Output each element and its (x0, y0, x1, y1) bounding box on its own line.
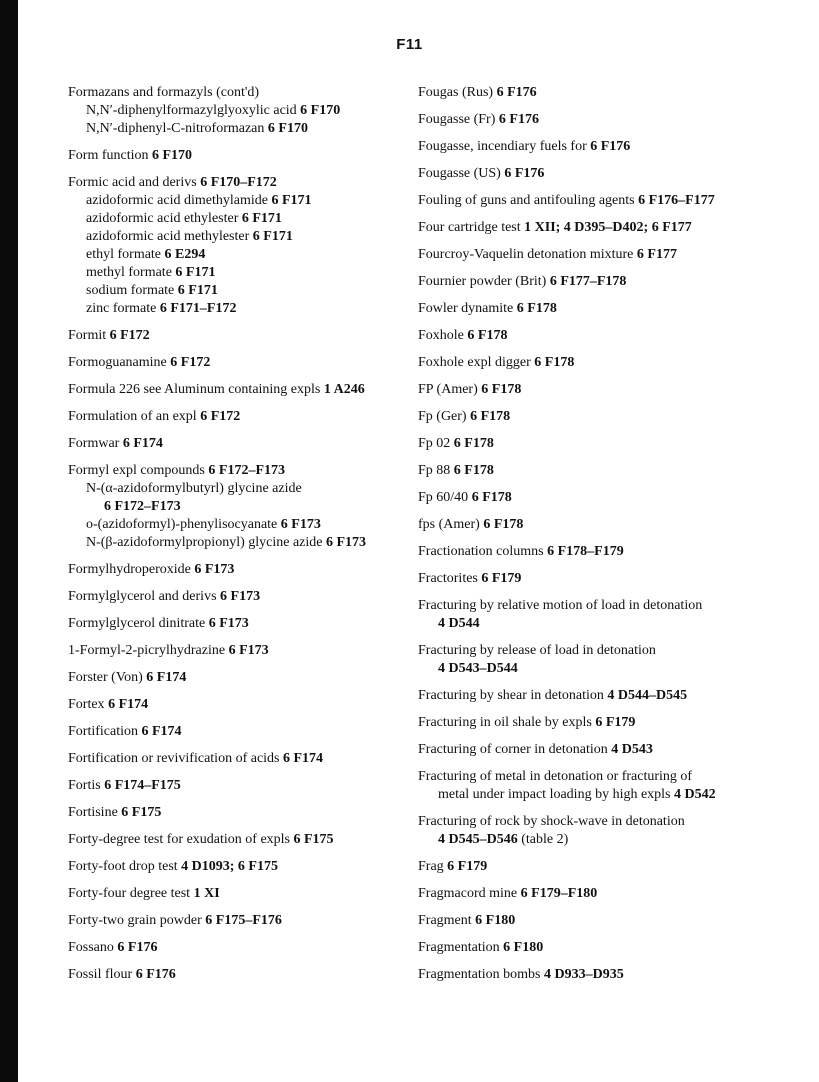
index-entry: Formylglycerol and derivs 6 F173 (68, 589, 261, 604)
index-entry: Forster (Von) 6 F174 (68, 670, 187, 685)
index-entry: Fossil flour 6 F176 (68, 967, 176, 982)
index-entry: Foxhole 6 F178 (418, 328, 508, 343)
index-entry: fps (Amer) 6 F178 (418, 517, 524, 532)
index-entry: Fougasse (Fr) 6 F176 (418, 112, 539, 127)
index-entry: Fougasse (US) 6 F176 (418, 166, 545, 181)
index-column-left (68, 84, 448, 984)
index-entry: Formylhydroperoxide 6 F173 (68, 562, 235, 577)
index-entry: Fournier powder (Brit) 6 F177–F178 (418, 274, 627, 289)
index-entry: Forty-degree test for exudation of expls 6 F175 (68, 832, 334, 847)
index-entry: Form function 6 F170 (68, 148, 193, 163)
index-entry: Fossano 6 F176 (68, 940, 158, 955)
index-entry: Formit 6 F172 (68, 328, 150, 343)
index-subentry: azidoformic acid dimethylamide 6 F171 (86, 193, 312, 208)
index-entry: Fp (Ger) 6 F178 (418, 409, 511, 424)
index-entry: Formic acid and derivs 6 F170–F172 (68, 175, 277, 190)
index-entry: Formylglycerol dinitrate 6 F173 (68, 616, 249, 631)
index-subentry: zinc formate 6 F171–F172 (86, 301, 237, 316)
index-entry-continuation: metal under impact loading by high expls 4 D542 (438, 787, 716, 802)
index-entry: Fp 02 6 F178 (418, 436, 494, 451)
index-entry: Formyl expl compounds 6 F172–F173 (68, 463, 285, 478)
index-entry: Formoguanamine 6 F172 (68, 355, 211, 370)
index-entry: Fragment 6 F180 (418, 913, 516, 928)
index-entry: Forty-four degree test 1 XI (68, 886, 220, 901)
index-subentry: N-(α-azidoformylbutyrl) glycine azide (86, 481, 302, 496)
index-entry: Fracturing of metal in detonation or fracturing of (418, 769, 693, 784)
index-entry: Four cartridge test 1 XII; 4 D395–D402; 6 F177 (418, 220, 692, 235)
index-entry: Fortification or revivification of acids 6 F174 (68, 751, 324, 766)
index-entry: Fragmacord mine 6 F179–F180 (418, 886, 598, 901)
index-entry: Formazans and formazyls (cont'd) (68, 85, 260, 100)
index-entry: Forty-foot drop test 4 D1093; 6 F175 (68, 859, 278, 874)
index-entry: Fp 60/40 6 F178 (418, 490, 512, 505)
index-entry: Formula 226 see Aluminum containing expls 1 A246 (68, 382, 365, 397)
index-subentry: N-(β-azidoformylpropionyl) glycine azide 6 F173 (86, 535, 367, 550)
index-entry: Fracturing of rock by shock-wave in detonation (418, 814, 685, 829)
index-entry: Fourcroy-Vaquelin detonation mixture 6 F177 (418, 247, 677, 262)
index-entry: Fortisine 6 F175 (68, 805, 162, 820)
index-subentry: azidoformic acid methylester 6 F171 (86, 229, 293, 244)
index-subentry: sodium formate 6 F171 (86, 283, 218, 298)
index-entry: Fragmentation 6 F180 (418, 940, 544, 955)
index-subentry: N,N′-diphenylformazylglyoxylic acid 6 F170 (86, 103, 341, 118)
index-subentry-continuation: 6 F172–F173 (104, 499, 181, 514)
index-entry: Forty-two grain powder 6 F175–F176 (68, 913, 282, 928)
index-entry: Formwar 6 F174 (68, 436, 163, 451)
index-entry: Fragmentation bombs 4 D933–D935 (418, 967, 624, 982)
index-entry: Fracturing in oil shale by expls 6 F179 (418, 715, 636, 730)
index-entry: Fougasse, incendiary fuels for 6 F176 (418, 139, 631, 154)
index-entry: Fracturing by relative motion of load in detonation (418, 598, 703, 613)
index-entry: Frag 6 F179 (418, 859, 488, 874)
index-entry: Fracturing of corner in detonation 4 D543 (418, 742, 653, 757)
index-subentry: o-(azidoformyl)-phenylisocyanate 6 F173 (86, 517, 321, 532)
index-entry: Foxhole expl digger 6 F178 (418, 355, 575, 370)
index-entry: Fortification 6 F174 (68, 724, 182, 739)
index-subentry: azidoformic acid ethylester 6 F171 (86, 211, 282, 226)
index-entry: Fracturing by release of load in detonation (418, 643, 656, 658)
index-entry: Fouling of guns and antifouling agents 6 F176–F177 (418, 193, 715, 208)
index-entry: Fractionation columns 6 F178–F179 (418, 544, 624, 559)
index-entry: Fp 88 6 F178 (418, 463, 494, 478)
index-entry: Fowler dynamite 6 F178 (418, 301, 557, 316)
index-entry: Formulation of an expl 6 F172 (68, 409, 241, 424)
scan-edge-strip (0, 0, 18, 1082)
index-subentry: ethyl formate 6 E294 (86, 247, 206, 262)
index-entry: 1-Formyl-2-picrylhydrazine 6 F173 (68, 643, 269, 658)
index-entry: Fortex 6 F174 (68, 697, 149, 712)
index-entry-continuation: 4 D545–D546 (table 2) (438, 832, 569, 847)
index-entry: Fougas (Rus) 6 F176 (418, 85, 537, 100)
index-entry: Fortis 6 F174–F175 (68, 778, 181, 793)
index-subentry: N,N′-diphenyl-C-nitroformazan 6 F170 (86, 121, 308, 136)
index-entry-continuation: 4 D544 (438, 616, 480, 631)
index-entry-continuation: 4 D543–D544 (438, 661, 518, 676)
index-entry: FP (Amer) 6 F178 (418, 382, 522, 397)
index-subentry: methyl formate 6 F171 (86, 265, 216, 280)
page-header: F11 (396, 36, 423, 53)
index-entry: Fractorites 6 F179 (418, 571, 522, 586)
index-entry: Fracturing by shear in detonation 4 D544–D545 (418, 688, 688, 703)
index-column-right (418, 84, 798, 984)
